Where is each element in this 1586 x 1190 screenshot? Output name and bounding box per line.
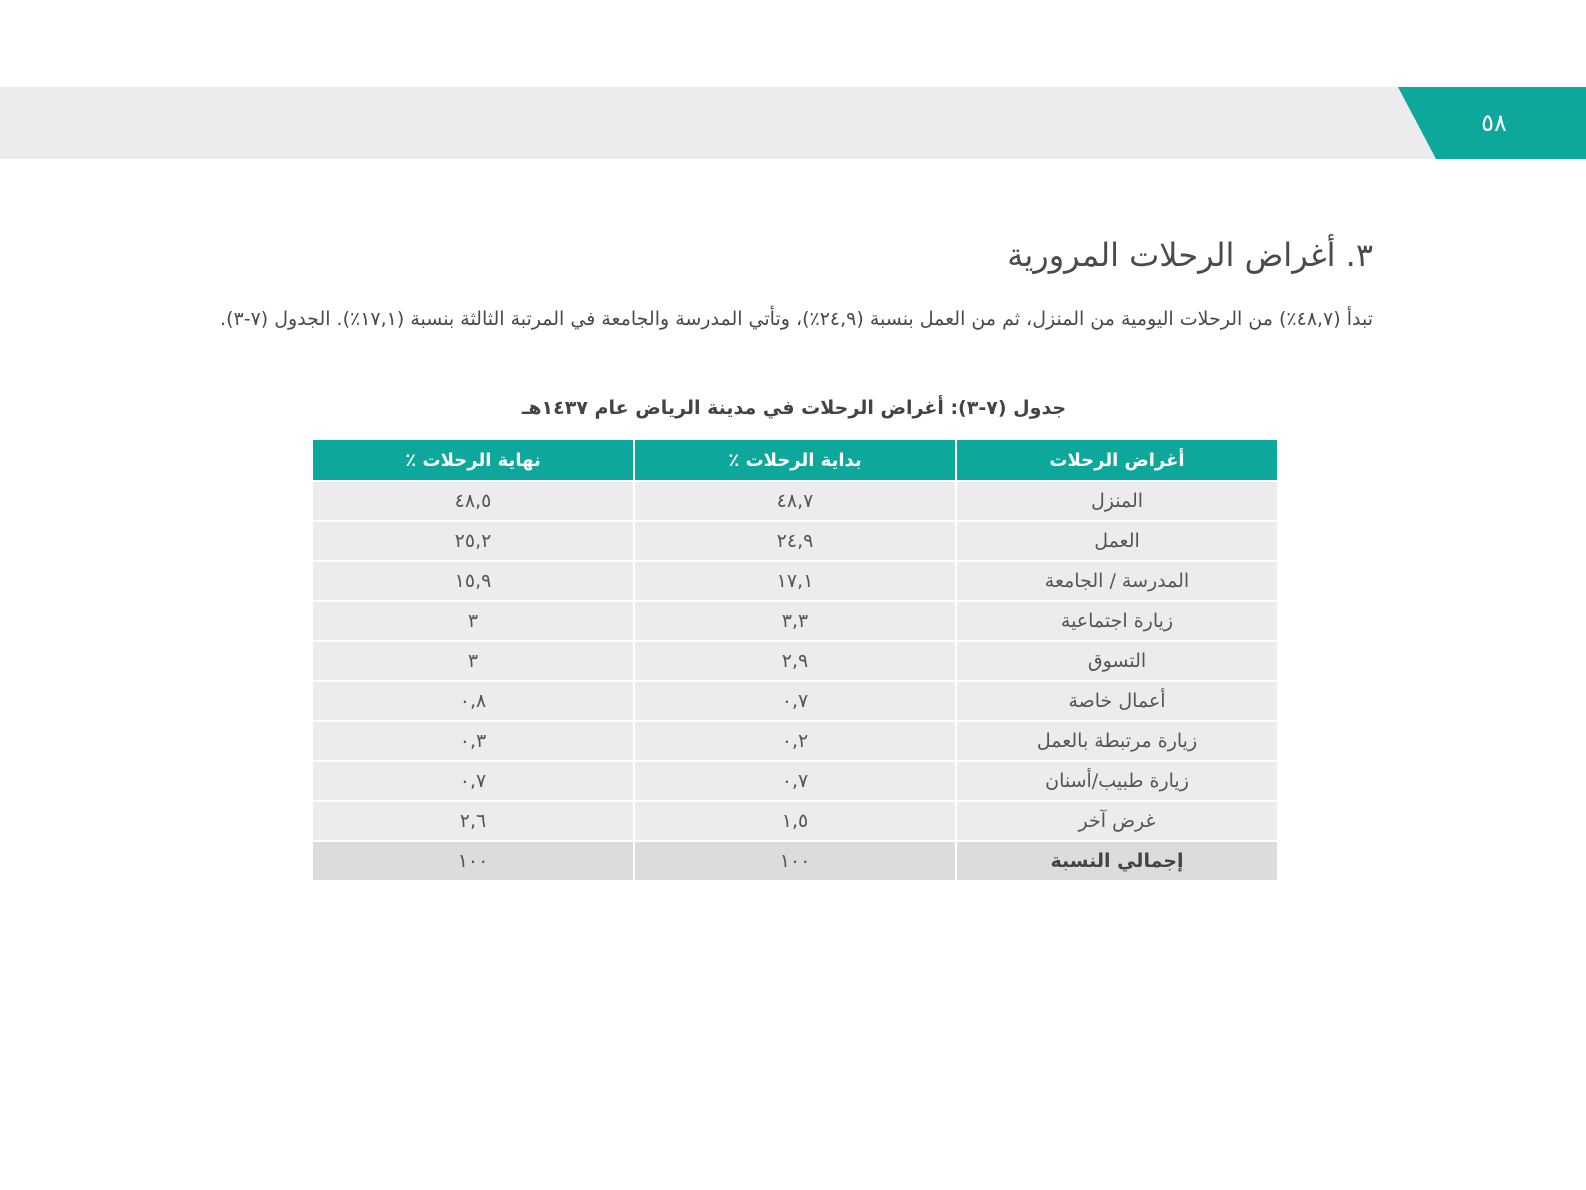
table-row <box>312 801 1278 841</box>
table-row <box>312 521 1278 561</box>
table-header-row <box>312 440 1278 481</box>
cell-purpose: المنزل <box>956 481 1278 521</box>
cell-trip-start: ٤٨,٧ <box>634 481 956 521</box>
table-row <box>312 681 1278 721</box>
cell-total-label: إجمالي النسبة <box>956 841 1278 881</box>
cell-trip-start: ٠,٢ <box>634 721 956 761</box>
column-header-trip-start: بداية الرحلات ٪ <box>634 440 956 481</box>
cell-trip-end: ٠,٣ <box>312 721 634 761</box>
column-header-purpose: أغراض الرحلات <box>956 440 1278 481</box>
section-title: ٣. أغراض الرحلات المرورية <box>1007 236 1373 274</box>
cell-trip-end: ١٥,٩ <box>312 561 634 601</box>
cell-trip-end: ٣ <box>312 641 634 681</box>
table-row <box>312 641 1278 681</box>
table-row <box>312 561 1278 601</box>
cell-trip-end: ٤٨,٥ <box>312 481 634 521</box>
cell-trip-start: ١٧,١ <box>634 561 956 601</box>
table-row <box>312 761 1278 801</box>
cell-trip-end: ٣ <box>312 601 634 641</box>
cell-trip-end: ٢,٦ <box>312 801 634 841</box>
table-row <box>312 481 1278 521</box>
cell-total-trip-start: ١٠٠ <box>634 841 956 881</box>
cell-trip-end: ٢٥,٢ <box>312 521 634 561</box>
header-band <box>0 87 1586 159</box>
trip-purposes-table <box>311 440 1279 882</box>
cell-purpose: غرض آخر <box>956 801 1278 841</box>
cell-trip-start: ٢٤,٩ <box>634 521 956 561</box>
table-row <box>312 721 1278 761</box>
cell-purpose: التسوق <box>956 641 1278 681</box>
cell-trip-start: ١,٥ <box>634 801 956 841</box>
column-header-trip-end: نهاية الرحلات ٪ <box>312 440 634 481</box>
cell-purpose: زيارة اجتماعية <box>956 601 1278 641</box>
section-paragraph: تبدأ (٤٨,٧٪) من الرحلات اليومية من المنزل، ثم من العمل بنسبة (٢٤,٩٪)، وتأتي المدرسة والجامعة في المرتبة الثالثة بنسبة (١٧,١٪). الجدول (٧-٣). <box>220 308 1373 330</box>
cell-trip-start: ٢,٩ <box>634 641 956 681</box>
table-row <box>312 601 1278 641</box>
cell-trip-start: ٠,٧ <box>634 681 956 721</box>
cell-trip-end: ٠,٨ <box>312 681 634 721</box>
page-number: ٥٨ <box>1481 109 1507 137</box>
cell-trip-end: ٠,٧ <box>312 761 634 801</box>
table-caption: جدول (٧-٣): أغراض الرحلات في مدينة الرياض عام ١٤٣٧هـ <box>521 397 1067 419</box>
cell-purpose: المدرسة / الجامعة <box>956 561 1278 601</box>
cell-trip-start: ٠,٧ <box>634 761 956 801</box>
table-total-row <box>312 841 1278 881</box>
cell-trip-start: ٣,٣ <box>634 601 956 641</box>
cell-total-trip-end: ١٠٠ <box>312 841 634 881</box>
cell-purpose: أعمال خاصة <box>956 681 1278 721</box>
cell-purpose: زيارة مرتبطة بالعمل <box>956 721 1278 761</box>
cell-purpose: العمل <box>956 521 1278 561</box>
cell-purpose: زيارة طبيب/أسنان <box>956 761 1278 801</box>
